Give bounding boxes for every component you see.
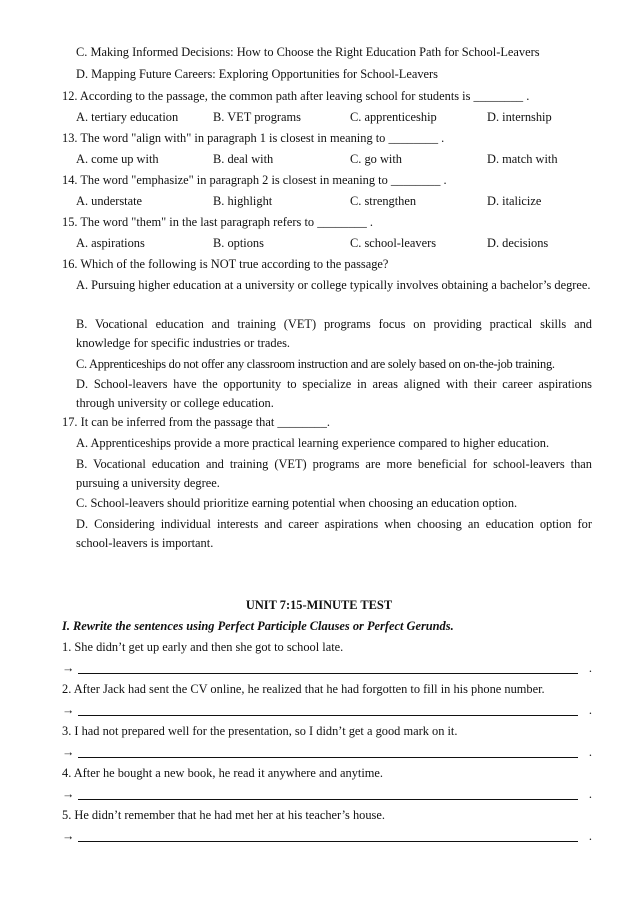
rewrite-item-5: 5. He didn’t remember that he had met her at his teacher’s house. xyxy=(62,808,385,822)
q15-option-b: B. options xyxy=(213,236,264,250)
q17-stem: 17. It can be inferred from the passage that ________. xyxy=(62,415,331,429)
q14-option-c: C. strengthen xyxy=(350,194,417,208)
answer-line-5[interactable] xyxy=(62,829,592,844)
q11-option-c: C. Making Informed Decisions: How to Choose the Right Education Path for School-Leavers xyxy=(76,45,540,59)
period: . xyxy=(588,787,592,801)
arrow-icon: → xyxy=(62,787,75,801)
test-title: UNIT 7:15-MINUTE TEST xyxy=(245,598,393,612)
q17-option-b: B. Vocational education and training (VET) programs are more beneficial for school-leavers than pursuing a university degree. xyxy=(76,457,592,490)
q14-option-a: A. understate xyxy=(76,194,143,208)
q16-option-c: C. Apprenticeships do not offer any classroom instruction and are solely based on on-the-job training. xyxy=(76,357,555,371)
q13-option-b: B. deal with xyxy=(213,152,274,166)
q16-option-d: D. School-leavers have the opportunity to specialize in areas aligned with their career aspirations through university or college education. xyxy=(76,377,592,410)
q13-option-c: C. go with xyxy=(350,152,402,166)
rewrite-item-3: 3. I had not prepared well for the presentation, so I didn’t get a good mark on it. xyxy=(62,724,458,738)
period: . xyxy=(588,703,592,717)
q16-stem: 16. Which of the following is NOT true according to the passage? xyxy=(62,257,389,271)
q16-option-a: A. Pursuing higher education at a university or college typically involves obtaining a bachelor’s degree. xyxy=(76,278,591,292)
q14-option-b: B. highlight xyxy=(213,194,273,208)
blank-line xyxy=(78,715,578,716)
answer-line-1[interactable] xyxy=(62,661,592,676)
q15-stem: 15. The word "them" in the last paragraph refers to ________ . xyxy=(62,215,373,229)
rewrite-item-1: 1. She didn’t get up early and then she got to school late. xyxy=(62,640,344,654)
arrow-icon: → xyxy=(62,829,75,843)
blank-line xyxy=(78,841,578,842)
arrow-icon: → xyxy=(62,661,75,675)
q15-option-a: A. aspirations xyxy=(76,236,145,250)
blank-line xyxy=(78,757,578,758)
arrow-icon: → xyxy=(62,703,75,717)
arrow-icon: → xyxy=(62,745,75,759)
answer-line-2[interactable] xyxy=(62,703,592,718)
q13-stem: 13. The word "align with" in paragraph 1 is closest in meaning to ________ . xyxy=(62,131,445,145)
q17-option-d: D. Considering individual interests and career aspirations when choosing an education option for school-leavers is important. xyxy=(76,517,592,550)
q17-option-c: C. School-leavers should prioritize earning potential when choosing an education option. xyxy=(76,496,518,510)
period: . xyxy=(588,661,592,675)
q15-option-d: D. decisions xyxy=(487,236,549,250)
q12-option-c: C. apprenticeship xyxy=(350,110,437,124)
q12-stem: 12. According to the passage, the common path after leaving school for students is ________ . xyxy=(62,89,530,103)
q17-option-a: A. Apprenticeships provide a more practical learning experience compared to higher education. xyxy=(76,436,550,450)
q12-option-b: B. VET programs xyxy=(213,110,301,124)
blank-line xyxy=(78,673,578,674)
section-instruction: I. Rewrite the sentences using Perfect Participle Clauses or Perfect Gerunds. xyxy=(62,619,454,633)
period: . xyxy=(588,745,592,759)
rewrite-item-4: 4. After he bought a new book, he read it anywhere and anytime. xyxy=(62,766,384,780)
q14-option-d: D. italicize xyxy=(487,194,542,208)
period: . xyxy=(588,829,592,843)
q12-option-d: D. internship xyxy=(487,110,552,124)
answer-line-4[interactable] xyxy=(62,787,592,802)
q15-option-c: C. school-leavers xyxy=(350,236,437,250)
q13-option-d: D. match with xyxy=(487,152,558,166)
q12-option-a: A. tertiary education xyxy=(76,110,179,124)
q11-option-d: D. Mapping Future Careers: Exploring Opportunities for School-Leavers xyxy=(76,67,439,81)
q16-option-b: B. Vocational education and training (VET) programs focus on providing practical skills and knowledge for specific industries or trades. xyxy=(76,317,592,350)
q14-stem: 14. The word "emphasize" in paragraph 2 is closest in meaning to ________ . xyxy=(62,173,447,187)
q13-option-a: A. come up with xyxy=(76,152,159,166)
blank-line xyxy=(78,799,578,800)
rewrite-item-2: 2. After Jack had sent the CV online, he realized that he had forgotten to fill in his phone number. xyxy=(62,682,545,696)
answer-line-3[interactable] xyxy=(62,745,592,760)
